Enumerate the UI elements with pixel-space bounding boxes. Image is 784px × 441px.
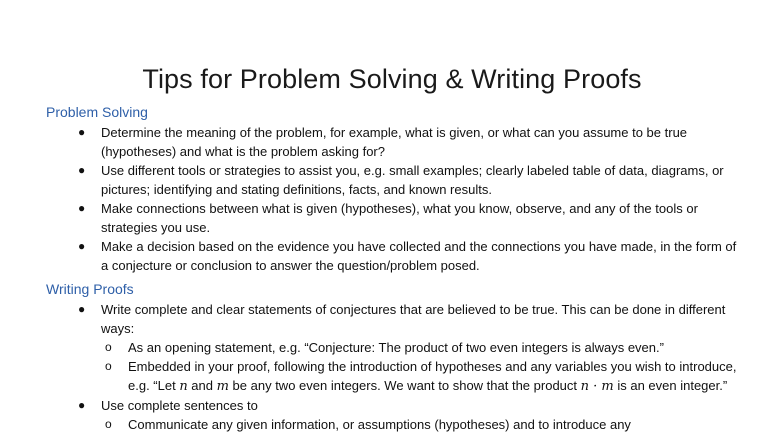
text-fragment: and [187, 378, 217, 393]
math-variable: n [179, 379, 188, 394]
bullet-icon: ● [78, 239, 86, 253]
sub-list-item [101, 338, 740, 357]
list-item [0, 396, 784, 434]
section-heading-problem-solving: Problem Solving [46, 104, 148, 120]
text-fragment: Embedded in your proof, following the introduction of hypotheses and any variables you wish to introduce, e.g. “Let [128, 359, 737, 393]
bullet-icon: ● [78, 125, 86, 139]
problem-solving-list [0, 123, 784, 275]
text-fragment: be any two even integers. We want to show that the product [228, 378, 581, 393]
bullet-icon: ● [78, 163, 86, 177]
circle-bullet-icon: o [105, 359, 112, 373]
text-fragment: is an even integer.” [613, 378, 728, 393]
writing-proofs-list [0, 300, 784, 434]
list-item-text: Make connections between what is given (hypotheses), what you know, observe, and any of the tools or strategies you use. [101, 201, 698, 235]
list-item [0, 123, 784, 161]
sub-list [101, 338, 740, 396]
sub-list-item [101, 357, 740, 396]
math-variable: m [216, 379, 229, 394]
list-item [0, 161, 784, 199]
sub-list [101, 415, 740, 434]
sub-list-item-text [128, 359, 736, 393]
section-heading-writing-proofs: Writing Proofs [46, 281, 134, 297]
bullet-icon: ● [78, 201, 86, 215]
sub-list-item-text: Communicate any given information, or assumptions (hypotheses) and to introduce any [128, 417, 631, 432]
sub-list-item-text: As an opening statement, e.g. “Conjecture: The product of two even integers is always even.” [128, 340, 664, 355]
list-item-text: Use complete sentences to [101, 398, 258, 413]
list-item-text: Make a decision based on the evidence you have collected and the connections you have made, in the form of a conjecture or conclusion to answer the question/problem posed. [101, 239, 737, 273]
bullet-icon: ● [78, 302, 86, 316]
circle-bullet-icon: o [105, 417, 112, 431]
list-item [0, 237, 784, 275]
list-item-text: Use different tools or strategies to assist you, e.g. small examples; clearly labeled table of data, diagrams, or pictures; identifying and stating definitions, facts, and known results. [101, 163, 724, 197]
list-item [0, 300, 784, 396]
page-title: Tips for Problem Solving & Writing Proofs [142, 64, 642, 94]
list-item-text: Determine the meaning of the problem, for example, what is given, or what can you assume to be true (hypotheses) and what is the problem asking for? [101, 125, 688, 159]
math-expression: n · m [580, 379, 614, 394]
circle-bullet-icon: o [105, 340, 112, 354]
list-item-text: Write complete and clear statements of conjectures that are believed to be true. This can be done in different ways: [101, 302, 726, 336]
sub-list-item [101, 415, 740, 434]
list-item [0, 199, 784, 237]
bullet-icon: ● [78, 398, 86, 412]
